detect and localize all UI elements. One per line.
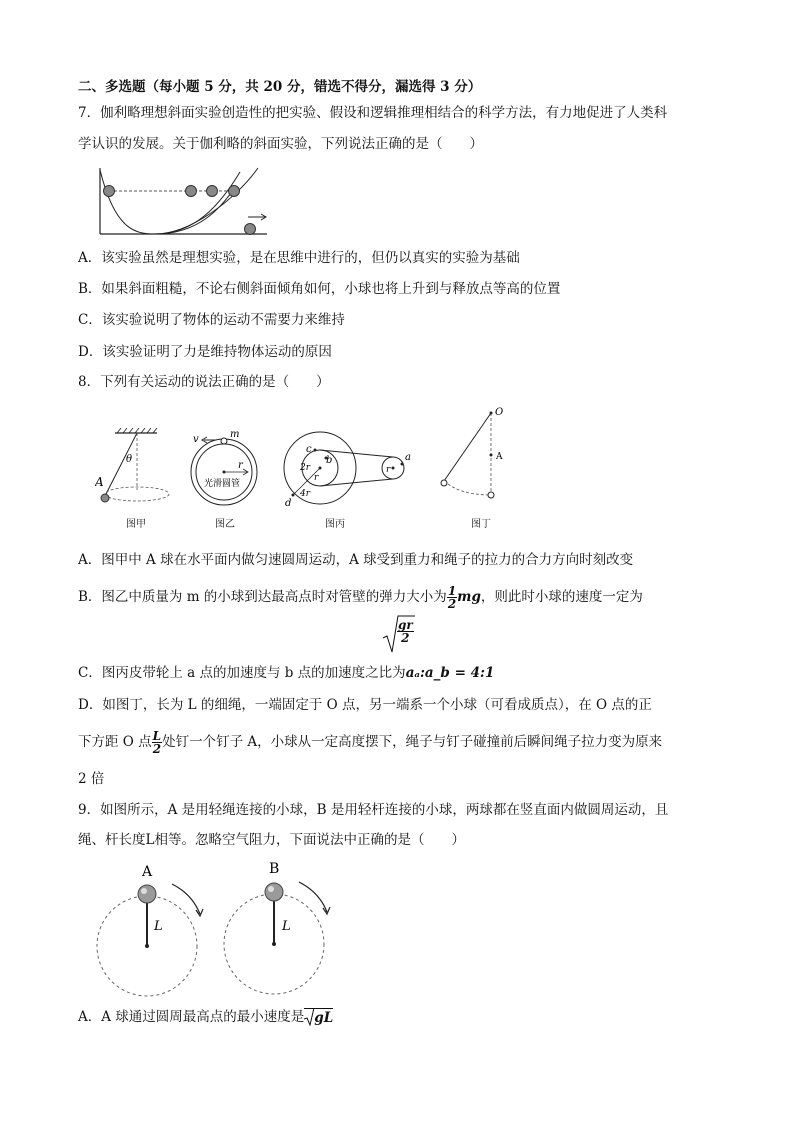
jia-label-a: A bbox=[95, 475, 104, 489]
bing-label-b: b bbox=[326, 455, 333, 466]
fig-label-a: A bbox=[142, 864, 153, 880]
q8-option-d-line-2: 下方距 O 点 $\frac{L}{2}$ 处钉一个钉子 A，小球从一定高度摆下，绳子与钉子碰撞前后瞬间绳子拉力变为原来 bbox=[78, 729, 663, 756]
figure-ding bbox=[435, 405, 515, 505]
q8-option-c-pre: C．图丙皮带轮上 a 点的加速度与 b 点的加速度之比为 bbox=[78, 665, 406, 681]
q7-option-b: B．如果斜面粗糙，不论右侧斜面倾角如何，小球也将上升到与释放点等高的位置 bbox=[78, 281, 561, 297]
q8-stem: 8．下列有关运动的说法正确的是（ ） bbox=[78, 374, 330, 390]
figure-yi-caption: 图乙 bbox=[215, 519, 235, 530]
bing-label-4r: 4r bbox=[300, 489, 311, 499]
jia-label-theta: θ bbox=[126, 454, 133, 465]
half-fraction: $\frac{1}{2}$ bbox=[447, 584, 457, 611]
yi-label-r: r bbox=[238, 460, 243, 471]
q9-option-a: A．A 球通过圆周最高点的最小速度是 gL bbox=[78, 1009, 334, 1026]
bing-label-c: c bbox=[306, 444, 312, 455]
q8-option-b bbox=[78, 585, 643, 610]
q8-option-d-line-1: D．如图丁，长为 L 的细绳，一端固定于 O 点，另一端系一个小球（可看成质点），在 O 点的正 bbox=[78, 697, 652, 713]
l-over-2-fraction: $\frac{L}{2}$ bbox=[152, 729, 162, 756]
yi-label-v: v bbox=[193, 434, 199, 445]
ding-label-o: O bbox=[495, 407, 504, 418]
q9-stem-line-2: 绳、杆长度L相等。忽略空气阻力，下面说法中正确的是（ ） bbox=[78, 832, 465, 848]
yi-label-m: m bbox=[230, 429, 240, 440]
sqrt-gl: gL bbox=[304, 1008, 333, 1027]
fig-label-l-rod: L bbox=[282, 919, 291, 934]
fig-label-l-rope: L bbox=[154, 919, 163, 934]
figure-yi bbox=[188, 428, 263, 508]
figure-ding-caption: 图丁 bbox=[471, 519, 491, 530]
galileo-incline-figure bbox=[95, 160, 270, 240]
bing-label-d: d bbox=[285, 498, 292, 509]
q7-stem-line-2: 学认识的发展。关于伽利略的斜面实验，下列说法正确的是（ ） bbox=[78, 136, 483, 152]
q8-option-d-line-3: 2 倍 bbox=[78, 771, 105, 787]
mg-symbol: mg bbox=[457, 589, 481, 605]
bing-label-a: a bbox=[405, 452, 411, 463]
figure-bing-caption: 图丙 bbox=[325, 519, 345, 530]
q7-stem-line-1: 7．伽利略理想斜面实验创造性的把实验、假设和逻辑推理相结合的科学方法，有力地促进了人类科 bbox=[78, 105, 668, 121]
figure-jia-caption: 图甲 bbox=[126, 519, 146, 530]
bing-label-r: r bbox=[314, 473, 319, 483]
q8-option-b-post: ，则此时小球的速度一定为 bbox=[480, 589, 643, 605]
rope-rod-figure bbox=[92, 858, 342, 1003]
q7-option-c: C．该实验说明了物体的运动不需要力来维持 bbox=[78, 312, 345, 328]
yi-tube-text: 光滑圆管 bbox=[204, 479, 241, 489]
q8-option-a: A．图甲中 A 球在水平面内做匀速圆周运动，A 球受到重力和绳子的拉力的合力方向时刻改变 bbox=[78, 552, 634, 568]
q7-option-d: D．该实验证明了力是维持物体运动的原因 bbox=[78, 344, 332, 360]
figure-bing bbox=[278, 430, 418, 510]
q8-option-b-pre: B．图乙中质量为 m 的小球到达最高点时对管壁的弹力大小为 bbox=[78, 589, 447, 605]
q9-stem-line-1: 9．如图所示，A 是用轻绳连接的小球，B 是用轻杆连接的小球，两球都在竖直面内做圆周运动，且 bbox=[78, 802, 669, 818]
q7-option-a: A．该实验虽然是理想实验，是在思维中进行的，但仍以真实的实验为基础 bbox=[78, 250, 520, 266]
q8-option-c bbox=[78, 664, 494, 682]
bing-label-2r: 2r bbox=[300, 463, 311, 473]
ding-label-a: A bbox=[496, 452, 503, 462]
section-title: 二、多选题（每小题 5 分，共 20 分，错选不得分，漏选得 3 分） bbox=[78, 79, 482, 95]
acceleration-ratio: aₐ:a_b = 4:1 bbox=[405, 665, 495, 681]
fig-label-b: B bbox=[269, 861, 280, 877]
bing-label-r-small: r bbox=[386, 465, 391, 475]
figure-jia bbox=[95, 428, 175, 508]
